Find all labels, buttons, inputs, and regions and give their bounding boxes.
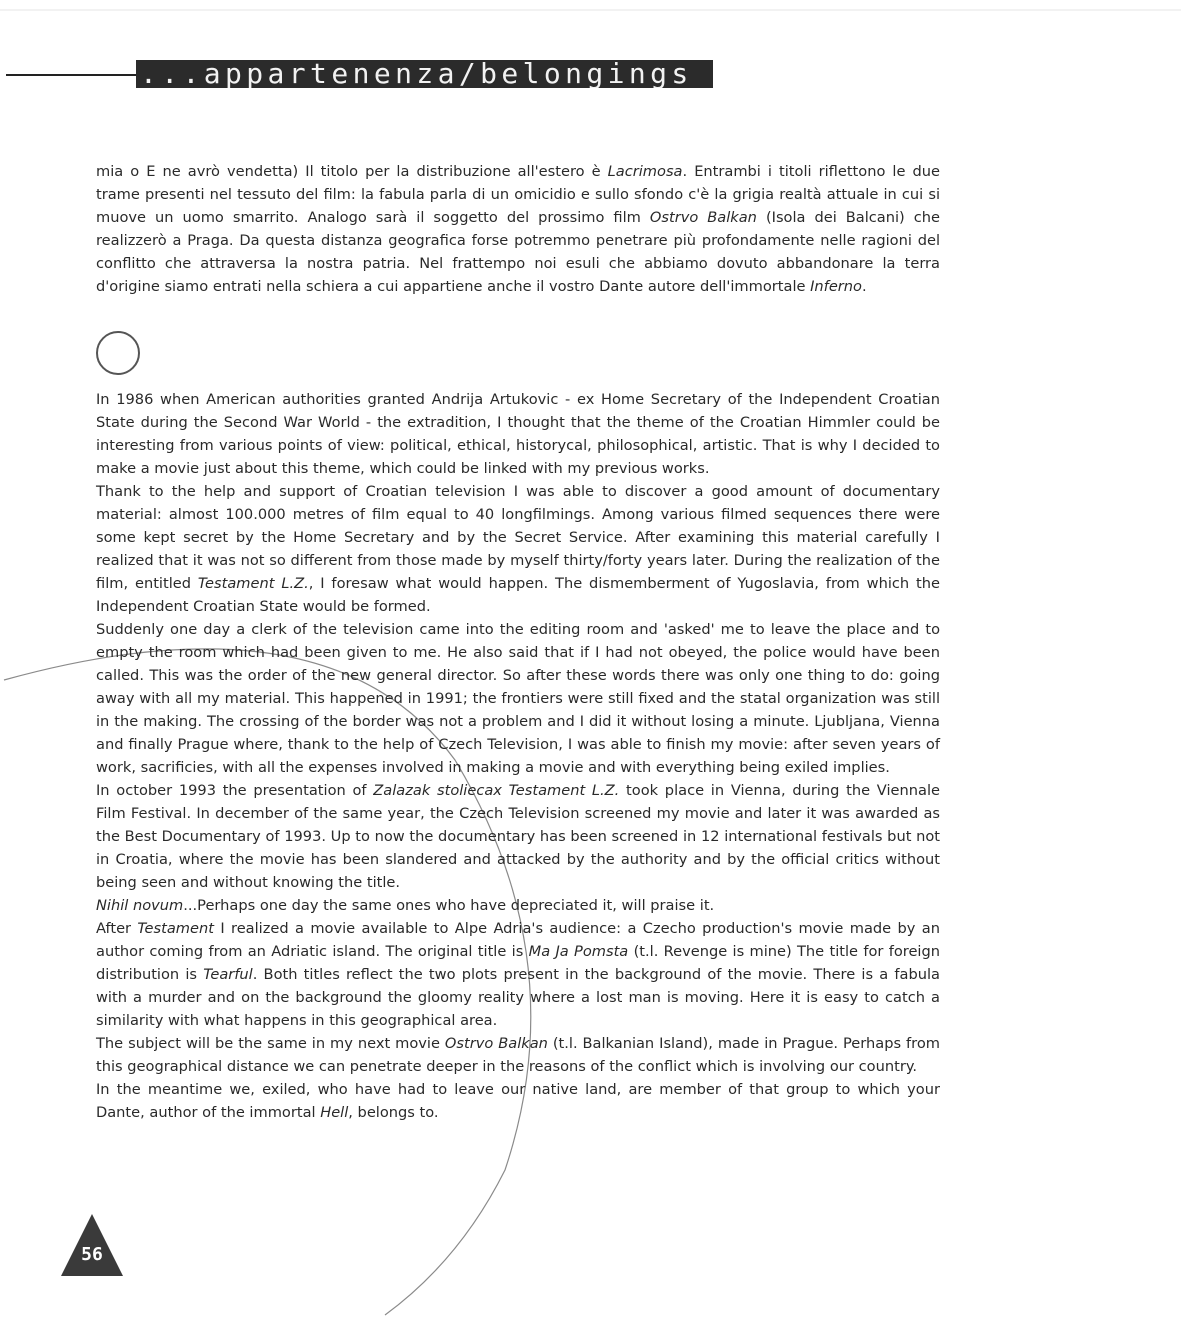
film-title: Testament — [137, 920, 214, 937]
film-title: Ma Ja Pomsta — [528, 943, 629, 960]
text-run: (Isola dei Balcani) che realizzerò a Praga. Da questa distanza geografica forse potremmo penetrare più profondamente nelle ragioni del conflitto che attraversa la nostra patria. Nel frattempo noi esuli che abbiamo dovuto abbandonare la terra d'origine siamo entrati nella schiera a cui appartiene anche il vostro Dante autore dell'immortale — [96, 209, 941, 295]
italian-paragraph — [96, 160, 940, 298]
text-run: Thank to the help and support of Croatian television I was able to discover a good amount of documentary material: almost 100.000 metres of film equal to 40 longfilmings. Among various filmed sequences there were some kept secret by the Home Secretary and by the Secret Service. After examining this material carefully I realized that it was not so different from those made by myself thirty/forty years later. During the realization of the film, entitled — [96, 483, 940, 592]
english-paragraph-5 — [96, 894, 940, 917]
english-paragraph-2 — [96, 480, 940, 618]
circle-ornament-icon — [96, 331, 140, 375]
text-run: . Both titles reflect the two plots present in the background of the movie. There is a fabula with a murder and on the background the gloomy reality where a lost man is moving. Here it is easy to catch a similarity with what happens in this geographical area. — [96, 966, 940, 1029]
section-header: ...appartenenza/belongings — [136, 60, 713, 88]
english-paragraph-4 — [96, 779, 940, 894]
text-run: (t.l. Balkanian Island), made in Prague. Perhaps from this geographical distance we can penetrate deeper in the reasons of the conflict which is involving our country. — [96, 1035, 940, 1075]
english-paragraph-3: Suddenly one day a clerk of the television came into the editing room and 'asked' me to leave the place and to empty the room which had been given to me. He also said that if I had not obeyed, the police would have been called. This was the order of the new general director. So after these words there was only one thing to do: going away with all my material. This happened in 1991; the frontiers were still fixed and the statal organization was still in the making. The crossing of the border was not a problem and I did it without losing a minute. Ljubljana, Vienna and finally Prague where, thank to the help of Czech Television, I was able to finish my movie: after seven years of work, sacrificies, with all the expenses involved in making a movie and with everything being exiled implies. — [96, 621, 940, 776]
text-run: . — [861, 278, 867, 295]
film-title: Ostrvo Balkan — [444, 1035, 548, 1052]
text-run: After — [96, 920, 138, 937]
english-text-block — [96, 388, 940, 1124]
work-title: Hell — [320, 1104, 349, 1121]
film-title: Testament L.Z. — [197, 575, 309, 592]
text-run: In the meantime we, exiled, who have had to leave our native land, are member of that group to which your Dante, author of the immortal — [96, 1081, 940, 1121]
text-run: (t.l. Revenge is mine) The title for foreign distribution is — [96, 943, 940, 983]
text-run: , belongs to. — [348, 1104, 439, 1121]
english-paragraph-1: In 1986 when American authorities granted Andrija Artukovic - ex Home Secretary of the Independent Croatian State during the Second War World - the extradition, I thought that the theme of the Croatian Himmler could be interesting from various points of view: political, ethical, historycal, philosophical, artistic. That is why I decided to make a movie just about this theme, which could be linked with my previous works. — [96, 391, 940, 477]
latin-phrase: Nihil novum — [96, 897, 184, 914]
header-rule — [6, 74, 138, 76]
film-title: Tearful — [203, 966, 253, 983]
film-title: Ostrvo Balkan — [649, 209, 757, 226]
film-title: Zalazak stoliecax Testament L.Z. — [373, 782, 620, 799]
text-run: The subject will be the same in my next movie — [96, 1035, 445, 1052]
english-paragraph-8 — [96, 1078, 940, 1124]
work-title: Inferno — [810, 278, 862, 295]
text-run: took place in Vienna, during the Viennale Film Festival. In december of the same year, the Czech Television screened my movie and later it was awarded as the Best Documentary of 1993. Up to now the documentary has been screened in 12 international festivals but not in Croatia, where the movie has been slandered and attacked by the authority and by the official critics without being seen and without knowing the title. — [96, 782, 940, 891]
text-run: . Entrambi i titoli riflettono le due trame presenti nel tessuto del film: la fabula parla di un omicidio e sullo sfondo c'è la grigia realtà attuale in cui si muove un uomo smarrito. Analogo sarà il soggetto del prossimo film — [96, 163, 941, 226]
italian-text-block — [96, 160, 940, 298]
text-run: I realized a movie available to Alpe Adria's audience: a Czecho production's movie made by an author coming from an Adriatic island. The original title is — [96, 920, 940, 960]
english-paragraph-7 — [96, 1032, 940, 1078]
page-number: 56 — [81, 1244, 103, 1265]
english-paragraph-6 — [96, 917, 940, 1032]
text-run: ...Perhaps one day the same ones who have depreciated it, will praise it. — [183, 897, 715, 914]
film-title: Lacrimosa — [607, 163, 683, 180]
text-run: mia o E ne avrò vendetta) Il titolo per la distribuzione all'estero è — [96, 163, 608, 180]
text-run: In october 1993 the presentation of — [96, 782, 374, 799]
text-run: , I foresaw what would happen. The dismemberment of Yugoslavia, from which the Independent Croatian State would be formed. — [96, 575, 941, 615]
